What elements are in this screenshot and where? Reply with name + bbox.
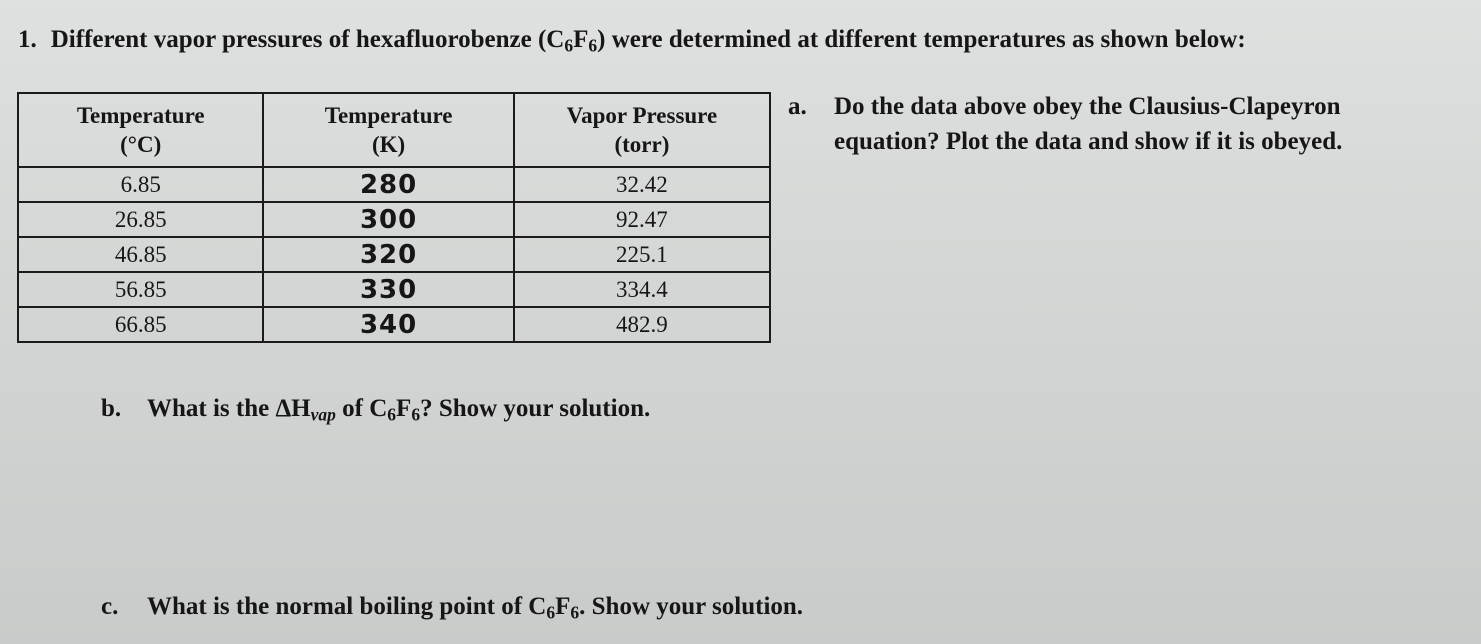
table-row xyxy=(18,167,770,202)
question-text-before: Different vapor pressures of hexafluorobenze (C xyxy=(50,26,565,53)
header-temperature-celsius: Temperature (°C) xyxy=(18,93,263,167)
part-c-subscript-1: 6 xyxy=(546,602,556,623)
header-temperature-kelvin: Temperature (K) xyxy=(263,93,513,167)
part-b-text-before: What is the ΔH xyxy=(147,395,311,422)
vapor-pressure-table xyxy=(17,92,771,343)
part-b-text-mid: of C xyxy=(335,395,388,422)
cell-pressure: 334.4 xyxy=(514,272,770,307)
question-number: 1. xyxy=(18,26,37,53)
part-a-line-1 xyxy=(788,93,1341,121)
table-row xyxy=(18,237,770,272)
cell-kelvin-handwritten: 300 xyxy=(263,202,513,237)
header-vapor-pressure: Vapor Pressure (torr) xyxy=(514,93,770,167)
question-text-mid: F xyxy=(573,26,589,53)
part-c-text-after: . Show your solution. xyxy=(579,593,804,620)
part-b-subscript-1: 6 xyxy=(387,404,397,425)
cell-celsius: 26.85 xyxy=(18,202,263,237)
cell-pressure: 482.9 xyxy=(514,307,770,342)
cell-pressure: 92.47 xyxy=(514,202,770,237)
part-a-letter: a. xyxy=(788,93,807,120)
cell-celsius: 6.85 xyxy=(18,167,263,202)
part-a-line-2: equation? Plot the data and show if it is obeyed. xyxy=(834,128,1343,155)
question-subscript-1: 6 xyxy=(564,35,574,56)
part-c-subscript-2: 6 xyxy=(570,602,580,623)
cell-kelvin-handwritten: 280 xyxy=(263,167,513,202)
cell-celsius: 46.85 xyxy=(18,237,263,272)
question-subscript-2: 6 xyxy=(588,35,598,56)
table-header-row xyxy=(18,93,770,167)
part-b-subscript-2: 6 xyxy=(411,404,421,425)
table-row xyxy=(18,202,770,237)
part-b-letter: b. xyxy=(101,395,122,422)
question-heading xyxy=(18,26,1246,56)
cell-pressure: 225.1 xyxy=(514,237,770,272)
part-a-text-1: Do the data above obey the Clausius-Clapeyron xyxy=(834,93,1341,120)
part-c-letter: c. xyxy=(101,593,119,620)
part-c-question xyxy=(101,593,803,623)
cell-celsius: 66.85 xyxy=(18,307,263,342)
part-c-text-before: What is the normal boiling point of C xyxy=(147,593,547,620)
part-b-subscript-vap: vap xyxy=(310,404,336,425)
part-b-question xyxy=(101,395,650,425)
part-b-text-after: ? Show your solution. xyxy=(420,395,651,422)
table-row xyxy=(18,307,770,342)
part-b-f: F xyxy=(396,395,412,422)
cell-kelvin-handwritten: 320 xyxy=(263,237,513,272)
cell-kelvin-handwritten: 340 xyxy=(263,307,513,342)
part-c-f: F xyxy=(555,593,571,620)
table-row xyxy=(18,272,770,307)
question-text-after: ) were determined at different temperatures as shown below: xyxy=(597,26,1246,53)
cell-celsius: 56.85 xyxy=(18,272,263,307)
cell-kelvin-handwritten: 330 xyxy=(263,272,513,307)
cell-pressure: 32.42 xyxy=(514,167,770,202)
